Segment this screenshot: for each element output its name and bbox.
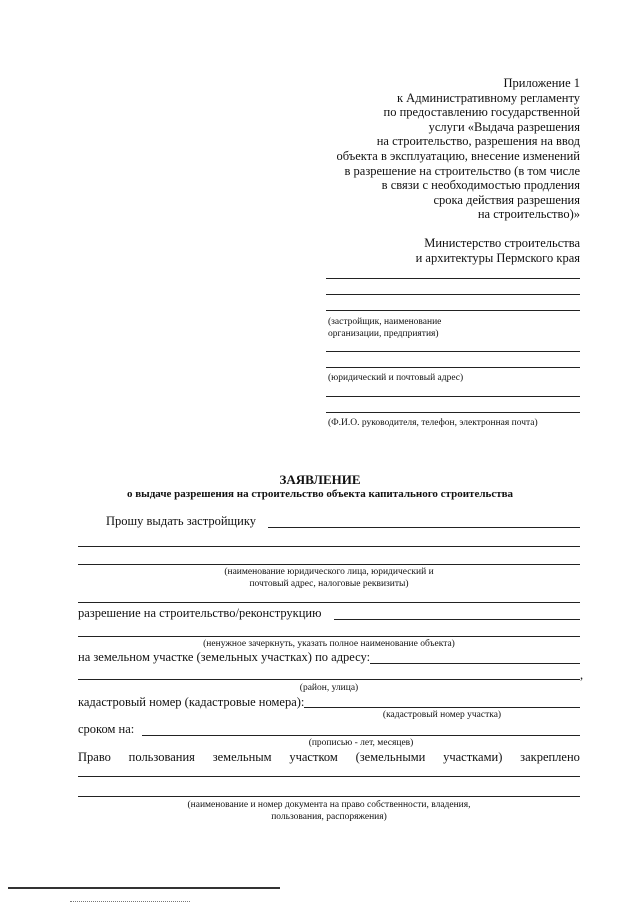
address-caption: (юридический и почтовый адрес) bbox=[328, 373, 464, 383]
term-caption: (прописью - лет, месяцев) bbox=[308, 738, 414, 748]
right-doc-caption: (наименование и номер документа на право собственности, владения, пользования, распоряжения) bbox=[187, 800, 471, 822]
appendix-line-5: на строительство, разрешения на ввод bbox=[376, 134, 580, 149]
developer-input-1[interactable] bbox=[268, 527, 580, 528]
contact-line-2[interactable] bbox=[326, 412, 580, 413]
developer-caption: (наименование юридического лица, юридический и почтовый адрес, налоговые реквизиты) bbox=[224, 567, 434, 589]
address-line-1[interactable] bbox=[326, 351, 580, 352]
right-of-use-word: Право bbox=[78, 750, 111, 764]
right-of-use-word: пользования bbox=[128, 750, 195, 764]
land-label: на земельном участке (земельных участках) по адресу: bbox=[78, 650, 371, 664]
appendix-line-3: по предоставлению государственной bbox=[383, 105, 580, 120]
applicant-name-line-2[interactable] bbox=[326, 294, 580, 295]
appendix-line-7: в разрешение на строительство (в том числе bbox=[344, 163, 580, 178]
appendix-line-9: срока действия разрешения bbox=[433, 192, 580, 207]
applicant-name-line-1[interactable] bbox=[326, 278, 580, 279]
right-doc-input-2[interactable] bbox=[78, 796, 580, 797]
applicant-name-line-3[interactable] bbox=[326, 310, 580, 311]
permit-preline[interactable] bbox=[78, 602, 580, 603]
land-caption: (район, улица) bbox=[299, 683, 359, 693]
appendix-line-1: Приложение 1 bbox=[503, 76, 580, 90]
developer-input-2[interactable] bbox=[78, 546, 580, 547]
term-label: сроком на: bbox=[78, 722, 135, 736]
permit-input-1[interactable] bbox=[334, 619, 580, 620]
appendix-line-6: объекта в эксплуатацию, внесение изменений bbox=[336, 148, 580, 163]
appendix-line-2: к Административному регламенту bbox=[396, 90, 580, 105]
scan-footer-dots bbox=[70, 901, 190, 902]
land-input-2[interactable] bbox=[78, 679, 580, 680]
addressee-line-1: Министерство строительства bbox=[424, 236, 580, 250]
contact-caption: (Ф.И.О. руководителя, телефон, электронная почта) bbox=[328, 418, 538, 428]
addressee-block bbox=[320, 236, 580, 266]
cadastral-caption: (кадастровый номер участка) bbox=[382, 710, 502, 720]
right-of-use-word: земельным bbox=[212, 750, 272, 764]
permit-label: разрешение на строительство/реконструкцию bbox=[78, 606, 322, 620]
permit-caption: (ненужное зачеркнуть, указать полное наименование объекта) bbox=[203, 639, 455, 649]
document-title: ЗАЯВЛЕНИЕ bbox=[279, 472, 361, 487]
contact-line-1[interactable] bbox=[326, 396, 580, 397]
land-input-1[interactable] bbox=[370, 663, 580, 664]
land-comma: , bbox=[580, 668, 584, 682]
document-subtitle: о выдаче разрешения на строительство объекта капитального строительства bbox=[126, 488, 514, 500]
term-input[interactable] bbox=[142, 735, 580, 736]
right-of-use-word: участком bbox=[289, 750, 338, 764]
right-doc-input-1[interactable] bbox=[78, 776, 580, 777]
right-of-use-word: участками) bbox=[443, 750, 503, 764]
permit-input-2[interactable] bbox=[78, 636, 580, 637]
right-of-use-statement bbox=[78, 750, 580, 765]
right-of-use-word: (земельными bbox=[355, 750, 426, 764]
right-of-use-word: закреплено bbox=[520, 750, 580, 764]
request-label: Прошу выдать застройщику bbox=[106, 514, 256, 528]
developer-input-3[interactable] bbox=[78, 564, 580, 565]
appendix-header bbox=[300, 76, 580, 222]
addressee-line-2: и архитектуры Пермского края bbox=[415, 251, 580, 265]
appendix-line-10: на строительство)» bbox=[477, 207, 580, 222]
cadastral-label: кадастровый номер (кадастровые номера): bbox=[78, 695, 305, 709]
address-line-2[interactable] bbox=[326, 367, 580, 368]
applicant-caption-1: (застройщик, наименование организации, предприятия) bbox=[328, 317, 442, 339]
appendix-line-8: в связи с необходимостью продления bbox=[381, 178, 580, 193]
cadastral-input[interactable] bbox=[304, 707, 580, 708]
appendix-line-4: услуги «Выдача разрешения bbox=[428, 119, 580, 134]
scan-footer-line bbox=[8, 887, 280, 889]
